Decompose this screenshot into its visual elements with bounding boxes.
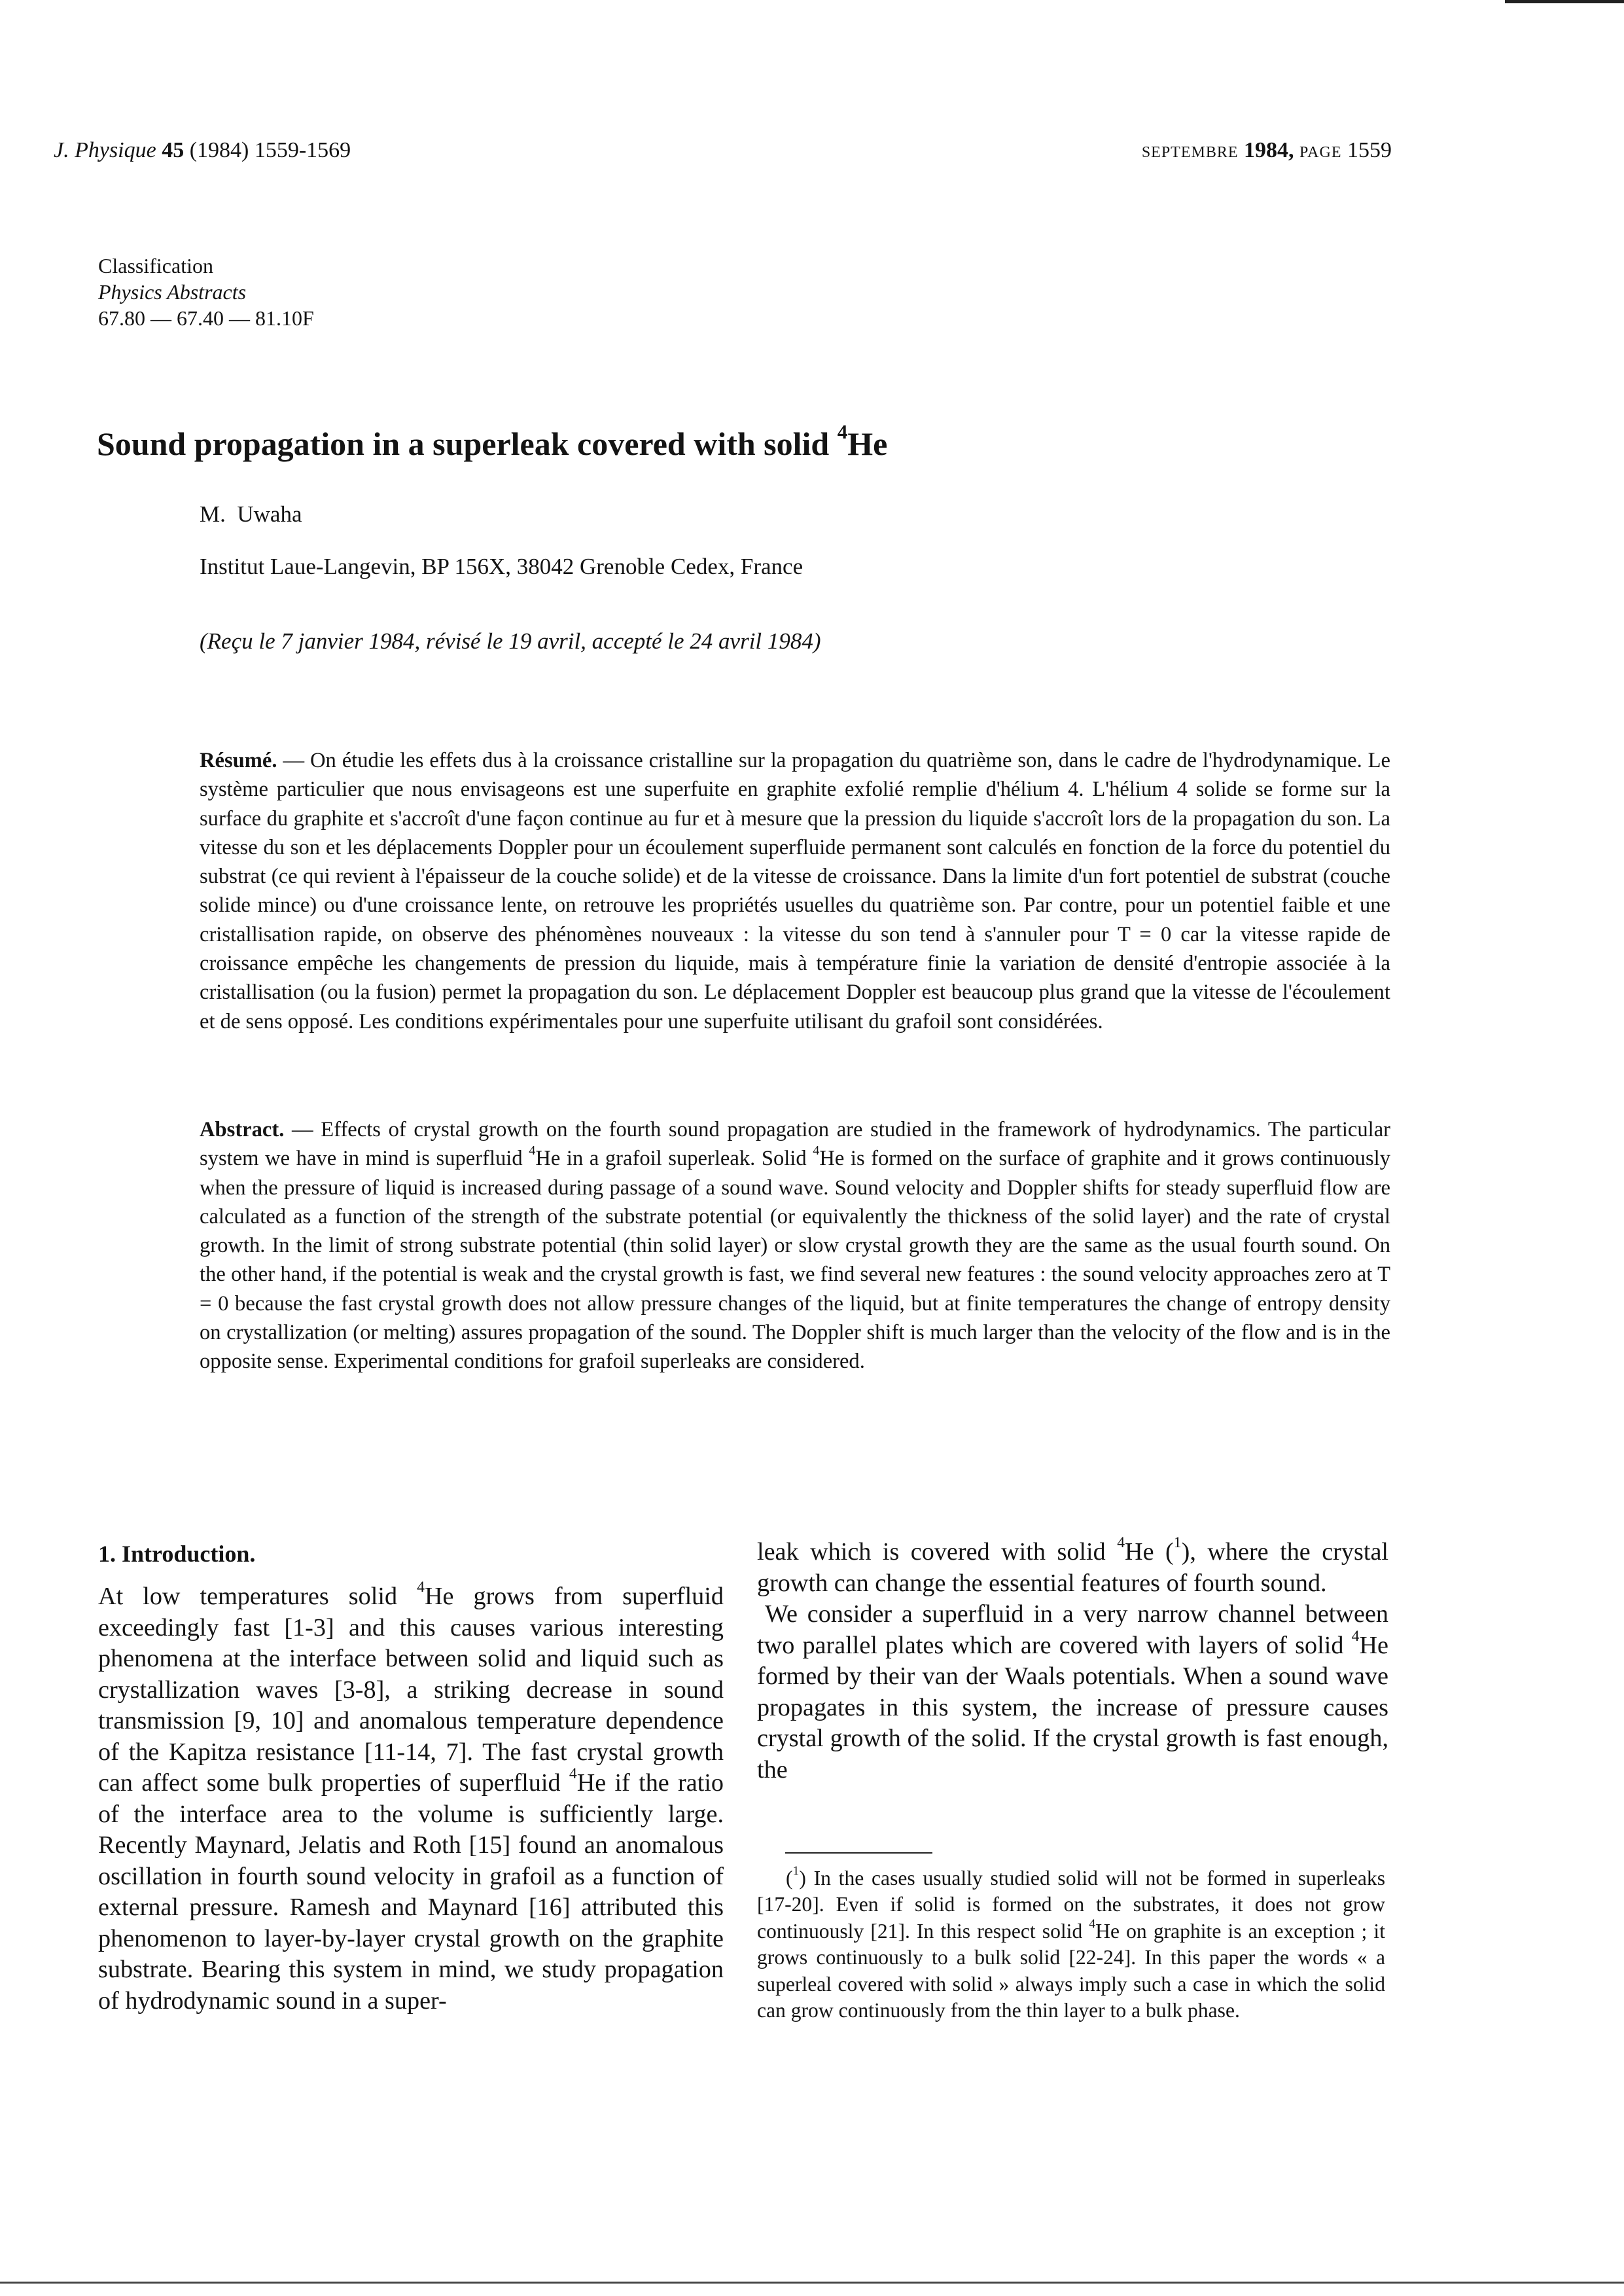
classification-block	[98, 253, 314, 331]
section-heading-introduction: 1. Introduction.	[98, 1541, 256, 1567]
intro-paragraph-3: We consider a superfluid in a very narrow channel between two parallel plates which are covered with layers of solid $^4$He formed by their van der Waals potentials. When a sound wave propagates in this system, the increase of pressure causes crystal growth of the solid. If the crystal growth is fast enough, the	[757, 1600, 1388, 1784]
journal-volume: 45	[162, 138, 185, 162]
issue-month: septembre	[1141, 138, 1239, 162]
footnote-mark: 1	[792, 1864, 800, 1878]
right-column	[757, 1534, 1388, 1785]
abstract-block	[200, 1115, 1390, 1376]
journal-year-pages: (1984) 1559-1569	[189, 138, 351, 162]
journal-name: J. Physique	[54, 138, 156, 162]
classification-codes: 67.80 — 67.40 — 81.10F	[98, 306, 314, 330]
abstract-paragraph: Abstract. — Effects of crystal growth on the fourth sound propagation are studied in the framework of hydrodynamics. The particular system we have in mind is superfluid $^4$He in a grafoil superleak. Solid $^4$He is formed on the surface of graphite and it grows continuously when the pressure of liquid is increased during passage of a sound wave. Sound velocity and Doppler shifts for steady superfluid flow are calculated as a function of the strength of the substrate potential (or equivalently the thickness of the solid layer) and the rate of crystal growth. In the limit of strong substrate potential (thin solid layer) or slow crystal growth they are the same as the usual fourth sound. On the other hand, if the potential is weak and the crystal growth is fast, we find several new features : the sound velocity approaches zero at T = 0 because the fast crystal growth does not allow pressure changes of the liquid, but at finite temperatures the change of entropy density on crystallization (or melting) assures propagation of the sound. The Doppler shift is much larger than the velocity of the flow and is in the opposite sense. Experimental conditions for grafoil superleaks are considered.	[200, 1118, 1390, 1374]
article-affiliation: Institut Laue-Langevin, BP 156X, 38042 Grenoble Cedex, France	[200, 554, 803, 579]
resume-block	[200, 746, 1390, 1036]
left-column	[98, 1539, 724, 2017]
scan-top-edge	[1505, 0, 1624, 3]
classification-label: Classification	[98, 254, 213, 278]
resume-label: Résumé.	[200, 749, 277, 772]
running-header-left	[54, 137, 351, 164]
intro-paragraph-2: leak which is covered with solid $^4$He ($^1$), where the crystal growth can change the essential features of fourth sound.	[757, 1534, 1388, 1597]
classification-source: Physics Abstracts	[98, 280, 247, 304]
scan-bottom-edge	[0, 2282, 1624, 2284]
footnote-block	[757, 1865, 1385, 2024]
running-header-right	[1112, 137, 1392, 164]
footnote-1: ($^1$) In the cases usually studied solid will not be formed in superleaks [17-20]. Even if solid is formed on the substrates, it does not grow continuously [21]. In this respect solid $^4$He on graphite is an exception ; it grows continuously to a bulk solid [22-24]. In this paper the words « a superleal covered with solid » always imply such a case in which the solid can grow continuously from the thin layer to a bulk phase.	[757, 1864, 1385, 2022]
resume-paragraph: Résumé. — On étudie les effets dus à la croissance cristalline sur la propagation du quatrième son, dans le cadre de l'hydrodynamique. Le système particulier que nous envisageons est une superfuite en graphite exfolié remplie d'hélium 4. L'hélium 4 solide se forme sur la surface du graphite et s'accroît d'une façon continue au fur et à mesure que la pression du liquide s'accroît lors de la propagation du son. La vitesse du son et les déplacements Doppler pour un écoulement superfluide permanent sont calculés en fonction de la force du potentiel du substrat (ce qui revient à l'épaisseur de la couche solide) et de la vitesse de croissance. Dans la limite d'un fort potentiel de substrat (couche solide mince) ou d'une croissance lente, on retrouve les propriétés usuelles du quatrième son. Par contre, pour un potentiel faible et une cristallisation rapide, on observe des phénomènes nouveaux : la vitesse du son tend à s'annuler pour T = 0 car la vitesse rapide de croissance empêche les changements de pression du liquide, mais à température finie la variation de densité d'entropie associée à la cristallisation (ou la fusion) permet la propagation du son. Le déplacement Doppler est beaucoup plus grand que la vitesse de l'écoulement et de sens opposé. Les conditions expérimentales pour une superfuite utilisant du grafoil sont considérées.	[200, 749, 1390, 1033]
footnote-rule	[785, 1852, 932, 1854]
page-label: page	[1299, 138, 1342, 162]
footnote-reference: 1	[1173, 1534, 1182, 1552]
article-received: (Reçu le 7 janvier 1984, révisé le 19 avril, accepté le 24 avril 1984)	[200, 628, 821, 654]
article-title: Sound propagation in a superleak covered with solid $^4$He	[97, 420, 888, 462]
intro-paragraph-1: At low temperatures solid $^4$He grows from superfluid exceedingly fast [1-3] and this causes various interesting phenomena at the interface between solid and liquid such as crystallization waves [3-8], a striking decrease in sound transmission [9, 10] and anomalous temperature dependence of the Kapitza resistance [11-14, 7]. The fast crystal growth can affect some bulk properties of superfluid $^4$He if the ratio of the interface area to the volume is sufficiently large. Recently Maynard, Jelatis and Roth [15] found an anomalous oscillation in fourth sound velocity in grafoil as a function of external pressure. Ramesh and Maynard [16] attributed this phenomenon to layer-by-layer crystal growth on the graphite substrate. Bearing this system in mind, we study propagation of hydrodynamic sound in a super-	[98, 1579, 724, 2015]
abstract-label: Abstract.	[200, 1118, 285, 1141]
page-number: 1559	[1347, 138, 1392, 162]
issue-year: 1984,	[1244, 138, 1294, 162]
article-author: M. Uwaha	[200, 501, 302, 527]
